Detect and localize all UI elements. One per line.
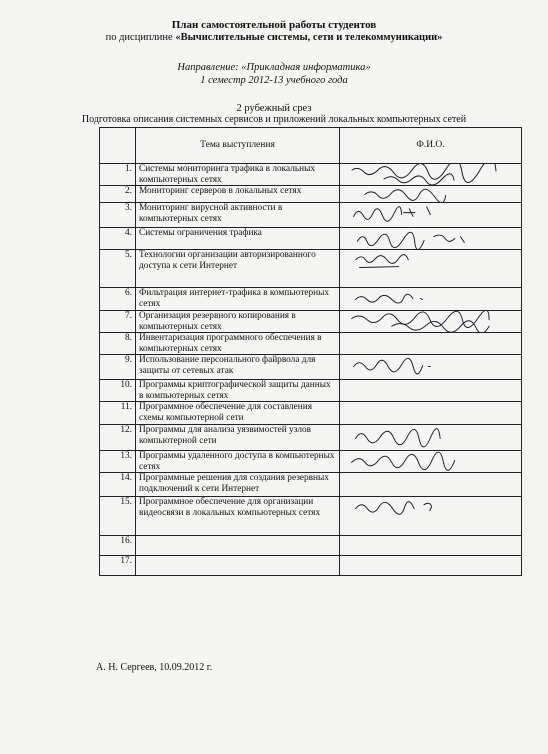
row-number: 1. — [100, 164, 136, 186]
table-row — [100, 556, 522, 576]
handwritten-signature — [344, 186, 520, 202]
table-row — [100, 333, 522, 355]
row-topic: Программы для анализа уязвимостей узлов компьютерной сети — [136, 425, 340, 451]
row-topic: Организация резервного копирования в компьютерных сетях — [136, 311, 340, 333]
table-row — [100, 425, 522, 451]
row-topic — [136, 536, 340, 556]
theme-line: Подготовка описания системных сервисов и приложений локальных компьютерных сетей — [81, 114, 467, 125]
row-number: 17. — [100, 556, 136, 576]
handwritten-signature — [344, 203, 520, 227]
row-signature-cell — [340, 333, 522, 355]
table-row — [100, 402, 522, 425]
table-row — [100, 536, 522, 556]
table-row — [100, 228, 522, 250]
row-number: 6. — [100, 288, 136, 311]
cut-line: 2 рубежный срез — [236, 103, 312, 114]
row-signature-cell — [340, 451, 522, 473]
table-row — [100, 186, 522, 203]
row-signature-cell — [340, 473, 522, 497]
row-topic: Использование персонального файрвола для защиты от сетевых атак — [136, 355, 340, 380]
row-topic: Программы криптографической защиты данных в компьютерных сетях — [136, 380, 340, 402]
row-number: 16. — [100, 536, 136, 556]
row-number: 14. — [100, 473, 136, 497]
row-number: 8. — [100, 333, 136, 355]
row-topic: Программное обеспечение для составления схемы компьютерной сети — [136, 402, 340, 425]
table-row — [100, 203, 522, 228]
handwritten-signature — [344, 228, 520, 249]
row-topic: Программное обеспечение для организации видеосвязи в локальных компьютерных сетях — [136, 497, 340, 536]
row-topic: Мониторинг вирусной активности в компьютерных сетях — [136, 203, 340, 228]
row-number: 11. — [100, 402, 136, 425]
discipline-name: «Вычислительные системы, сети и телекоммуникации» — [175, 32, 443, 43]
table-row — [100, 311, 522, 333]
row-number: 4. — [100, 228, 136, 250]
row-signature-cell — [340, 355, 522, 380]
row-number: 3. — [100, 203, 136, 228]
row-topic — [136, 556, 340, 576]
row-signature-cell — [340, 203, 522, 228]
row-topic: Программы удаленного доступа в компьютерных сетях — [136, 451, 340, 473]
author-date: А. Н. Сергеев, 10.09.2012 г. — [96, 662, 213, 673]
row-signature-cell — [340, 536, 522, 556]
table-row — [100, 355, 522, 380]
row-topic: Программные решения для создания резервных подключений к сети Интернет — [136, 473, 340, 497]
row-signature-cell — [340, 288, 522, 311]
discipline-prefix: по дисциплине — [105, 32, 176, 43]
table-header-row — [100, 128, 522, 164]
table-row — [100, 250, 522, 288]
row-topic: Фильтрация интернет-трафика в компьютерных сетях — [136, 288, 340, 311]
direction-line: Направление: «Прикладная информатика» — [177, 62, 371, 73]
handwritten-signature — [344, 164, 520, 185]
row-number: 10. — [100, 380, 136, 402]
table-row — [100, 473, 522, 497]
row-number: 7. — [100, 311, 136, 333]
assignment-table — [99, 127, 522, 576]
row-signature-cell — [340, 556, 522, 576]
row-number: 13. — [100, 451, 136, 473]
row-signature-cell — [340, 311, 522, 333]
row-signature-cell — [340, 228, 522, 250]
row-signature-cell — [340, 164, 522, 186]
handwritten-signature — [344, 425, 520, 450]
handwritten-signature — [344, 355, 520, 379]
row-signature-cell — [340, 497, 522, 536]
handwritten-signature — [344, 497, 520, 535]
row-topic: Инвентаризация программного обеспечения в компьютерных сетях — [136, 333, 340, 355]
table-row — [100, 164, 522, 186]
semester-line: 1 семестр 2012-13 учебного года — [200, 75, 348, 86]
handwritten-signature — [344, 451, 520, 472]
document-title: План самостоятельной работы студентов — [171, 19, 377, 31]
row-signature-cell — [340, 402, 522, 425]
column-header-topic: Тема выступления — [136, 128, 340, 164]
row-number: 15. — [100, 497, 136, 536]
row-topic: Системы ограничения трафика — [136, 228, 340, 250]
row-topic: Технологии организации авторизированного доступа к сети Интернет — [136, 250, 340, 288]
row-signature-cell — [340, 380, 522, 402]
table-row — [100, 380, 522, 402]
row-number: 9. — [100, 355, 136, 380]
row-topic: Мониторинг серверов в локальных сетях — [136, 186, 340, 203]
row-signature-cell — [340, 250, 522, 288]
discipline-line — [0, 32, 548, 43]
table-row — [100, 288, 522, 311]
row-signature-cell — [340, 186, 522, 203]
handwritten-signature — [344, 250, 520, 287]
row-number: 12. — [100, 425, 136, 451]
row-number: 5. — [100, 250, 136, 288]
row-signature-cell — [340, 425, 522, 451]
handwritten-signature — [344, 288, 520, 310]
column-header-name: Ф.И.О. — [340, 128, 522, 164]
table-row — [100, 497, 522, 536]
table-row — [100, 451, 522, 473]
column-header-number — [100, 128, 136, 164]
row-topic: Системы мониторинга трафика в локальных компьютерных сетях — [136, 164, 340, 186]
row-number: 2. — [100, 186, 136, 203]
handwritten-signature — [344, 311, 520, 332]
